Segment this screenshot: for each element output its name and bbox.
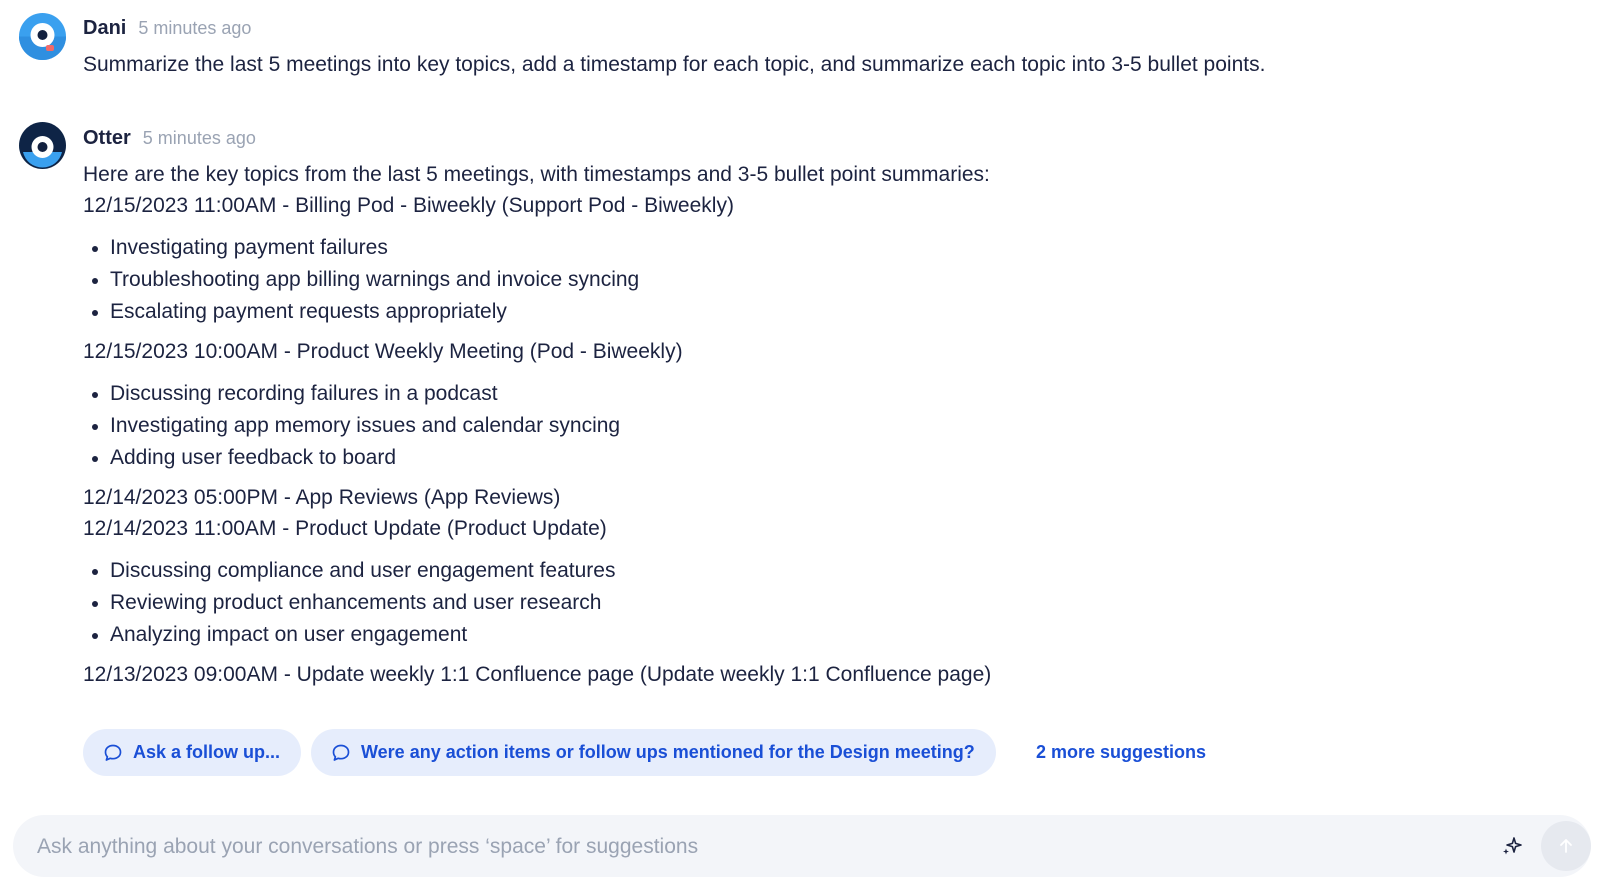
chip-label: Were any action items or follow ups mentioned for the Design meeting?	[361, 742, 975, 762]
sparkle-icon[interactable]	[1500, 834, 1524, 858]
topic-heading: 12/13/2023 09:00AM - Update weekly 1:1 Confluence page (Update weekly 1:1 Confluence page)	[83, 663, 992, 686]
topic-bullets	[83, 555, 615, 651]
topic-heading: 12/14/2023 05:00PM - App Reviews (App Reviews)	[83, 486, 561, 509]
bullet-item: Troubleshooting app billing warnings and invoice syncing	[83, 264, 639, 296]
chip-label: Ask a follow up...	[133, 742, 281, 762]
topic-bullets	[83, 232, 639, 328]
bullet-item: Analyzing impact on user engagement	[83, 619, 615, 651]
message-text: Summarize the last 5 meetings into key topics, add a timestamp for each topic, and summarize each topic into 3-5 bullet points.	[83, 53, 1266, 76]
ask-input[interactable]	[35, 815, 1489, 879]
bullet-item: Escalating payment requests appropriately	[83, 296, 639, 328]
message-time: 5 minutes ago	[138, 18, 252, 38]
bullet-item: Adding user feedback to board	[83, 442, 620, 474]
message-meta	[83, 127, 256, 150]
bullet-item: Reviewing product enhancements and user research	[83, 587, 615, 619]
send-button[interactable]	[1541, 821, 1591, 871]
topic-heading: 12/14/2023 11:00AM - Product Update (Product Update)	[83, 517, 607, 540]
ask-follow-up-button[interactable]	[83, 729, 301, 776]
message-meta	[83, 17, 251, 40]
user-avatar	[19, 13, 66, 60]
bullet-item: Investigating app memory issues and calendar syncing	[83, 410, 620, 442]
topic-bullets	[83, 378, 620, 474]
topic-heading: 12/15/2023 11:00AM - Billing Pod - Biweekly (Support Pod - Biweekly)	[83, 194, 734, 217]
message-author: Otter	[83, 127, 131, 149]
bullet-item: Discussing recording failures in a podcast	[83, 378, 620, 410]
message-author: Dani	[83, 17, 127, 39]
bullet-item: Investigating payment failures	[83, 232, 639, 264]
composer	[13, 815, 1591, 877]
more-suggestions-link[interactable]: 2 more suggestions	[1036, 742, 1207, 762]
chat-bubble-icon	[331, 743, 351, 763]
arrow-up-icon	[1556, 836, 1576, 856]
otter-avatar	[19, 122, 66, 169]
message-time: 5 minutes ago	[142, 128, 256, 148]
topic-heading: 12/15/2023 10:00AM - Product Weekly Meeting (Pod - Biweekly)	[83, 340, 683, 363]
response-intro: Here are the key topics from the last 5 meetings, with timestamps and 3-5 bullet point summaries:	[83, 163, 990, 186]
chat-bubble-icon	[103, 743, 123, 763]
bullet-item: Discussing compliance and user engagement features	[83, 555, 615, 587]
suggestion-chip[interactable]	[311, 729, 996, 776]
